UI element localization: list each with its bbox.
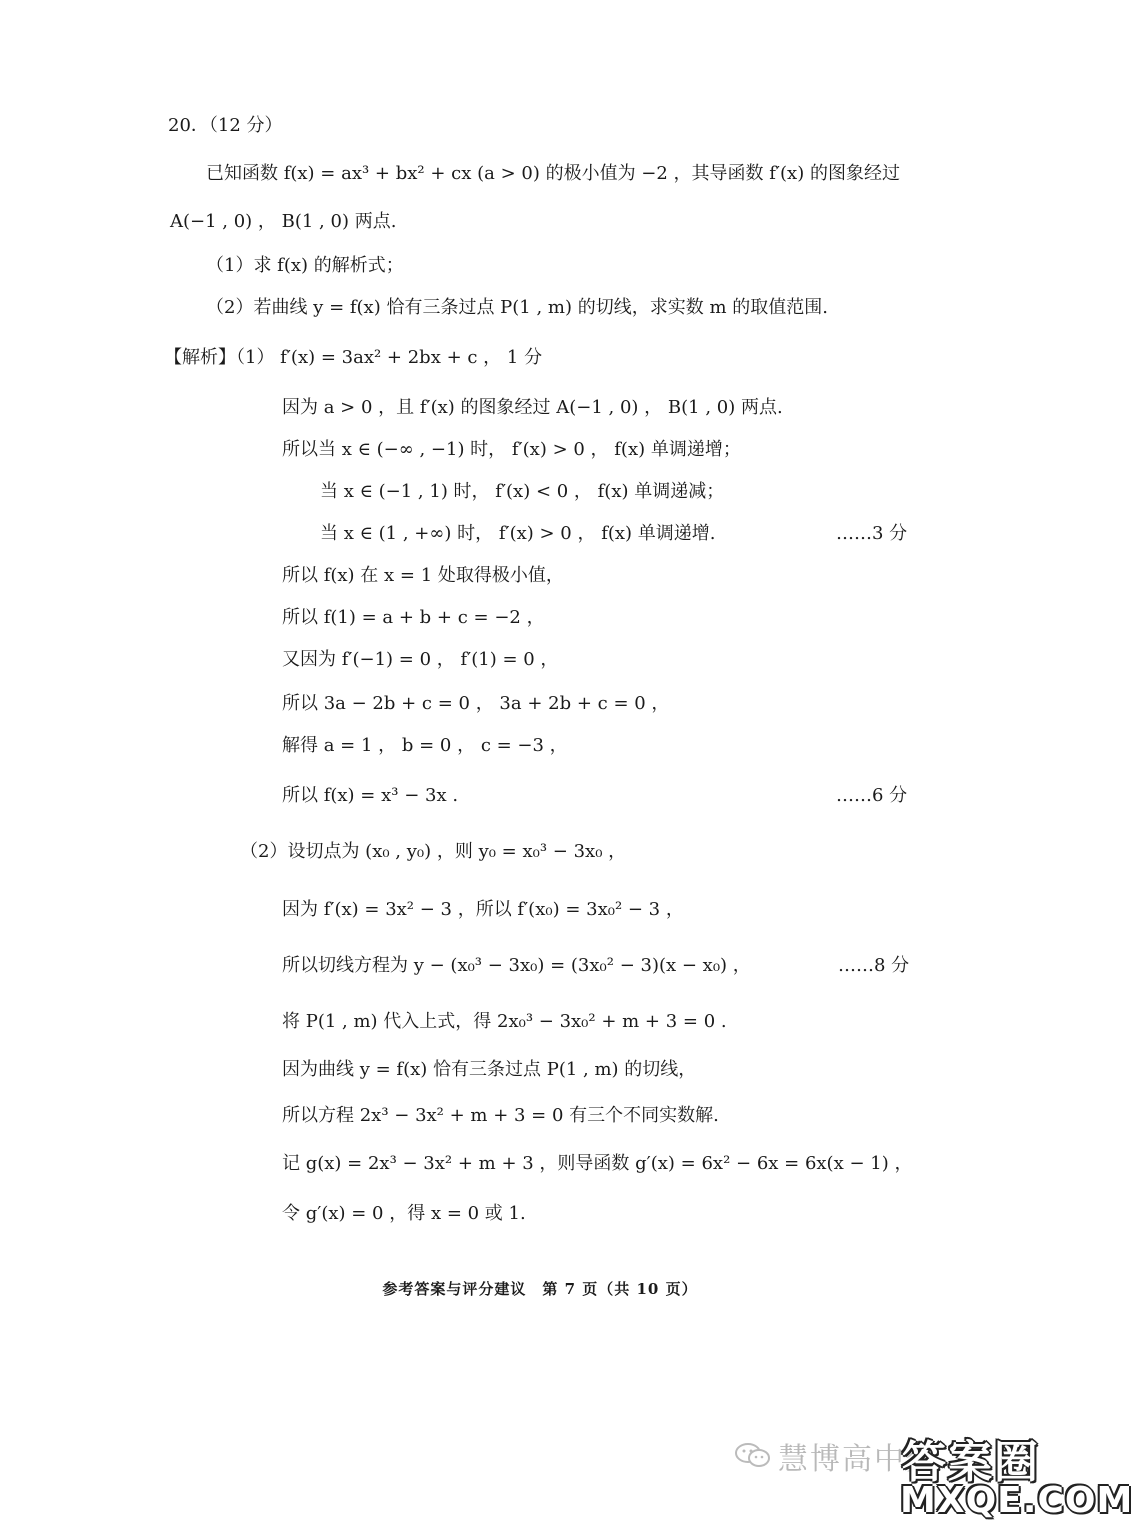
logo-title: 答案圈	[902, 1437, 1040, 1488]
part2-line-3: 所以切线方程为 y − (x₀³ − 3x₀) = (3x₀² − 3)(x − x₀) ，	[282, 955, 751, 976]
site-logo	[898, 1422, 1133, 1526]
part2-line-1: （2）设切点为 (x₀ , y₀) ，则 y₀ = x₀³ − 3x₀ ，	[240, 841, 627, 862]
watermark	[710, 1420, 1133, 1527]
part2-line-2: 因为 f′(x) = 3x² − 3 ，所以 f′(x₀) = 3x₀² − 3 ，	[282, 899, 684, 920]
part2-line-7: 记 g(x) = 2x³ − 3x² + m + 3 ，则导函数 g′(x) = 6x² − 6x = 6x(x − 1) ，	[282, 1153, 913, 1174]
solution-line-5: 当 x ∈ (1 , +∞) 时， f′(x) > 0 ， f(x) 单调递增.	[320, 523, 716, 544]
watermark-text: 慧博高中数	[778, 1442, 938, 1477]
part2-line-8: 令 g′(x) = 0 ，得 x = 0 或 1.	[282, 1203, 526, 1224]
solution-line-8: 又因为 f′(−1) = 0 ， f′(1) = 0 ，	[282, 649, 559, 670]
solution-line-11: 所以 f(x) = x³ − 3x .	[282, 785, 459, 806]
solution-line-6: 所以 f(x) 在 x = 1 处取得极小值，	[282, 565, 564, 586]
page-footer: 参考答案与评分建议 第 7 页（共 10 页）	[382, 1280, 698, 1298]
solution-line-9: 所以 3a − 2b + c = 0 ， 3a + 2b + c = 0 ，	[282, 693, 670, 714]
problem-stem-line2: A(−1 , 0) ， B(1 , 0) 两点.	[170, 211, 397, 232]
score-6: ……6 分	[836, 785, 908, 806]
score-3: ……3 分	[836, 523, 908, 544]
score-8: ……8 分	[838, 955, 910, 976]
solution-line-4: 当 x ∈ (−1 , 1) 时， f′(x) < 0 ， f(x) 单调递减；	[320, 481, 725, 502]
problem-question-2: （2）若曲线 y = f(x) 恰有三条过点 P(1 , m) 的切线，求实数 m 的取值范围.	[206, 297, 828, 318]
solution-line-10: 解得 a = 1 ， b = 0 ， c = −3 ，	[282, 735, 568, 756]
part2-line-4: 将 P(1 , m) 代入上式，得 2x₀³ − 3x₀² + m + 3 = 0 .	[282, 1011, 727, 1032]
solution-line-3: 所以当 x ∈ (−∞ , −1) 时， f′(x) > 0 ， f(x) 单调递增；	[282, 439, 741, 460]
problem-heading: 20．（12 分）	[168, 115, 283, 136]
solution-line-2: 因为 a > 0 ，且 f′(x) 的图象经过 A(−1 , 0) ， B(1 , 0) 两点.	[282, 397, 783, 418]
solution-line-1: 【解析】（1） f′(x) = 3ax² + 2bx + c ， 1 分	[164, 347, 543, 368]
part2-line-5: 因为曲线 y = f(x) 恰有三条过点 P(1 , m) 的切线，	[282, 1059, 697, 1080]
logo-domain: MXQE.COM	[900, 1480, 1133, 1521]
problem-stem-line1: 已知函数 f(x) = ax³ + bx² + cx (a > 0) 的极小值为 −2 ，其导函数 f′(x) 的图象经过	[206, 163, 900, 184]
problem-question-1: （1）求 f(x) 的解析式；	[206, 255, 404, 276]
solution-line-7: 所以 f(1) = a + b + c = −2 ，	[282, 607, 545, 628]
wechat-icon	[734, 1442, 772, 1468]
part2-line-6: 所以方程 2x³ − 3x² + m + 3 = 0 有三个不同实数解.	[282, 1105, 719, 1126]
